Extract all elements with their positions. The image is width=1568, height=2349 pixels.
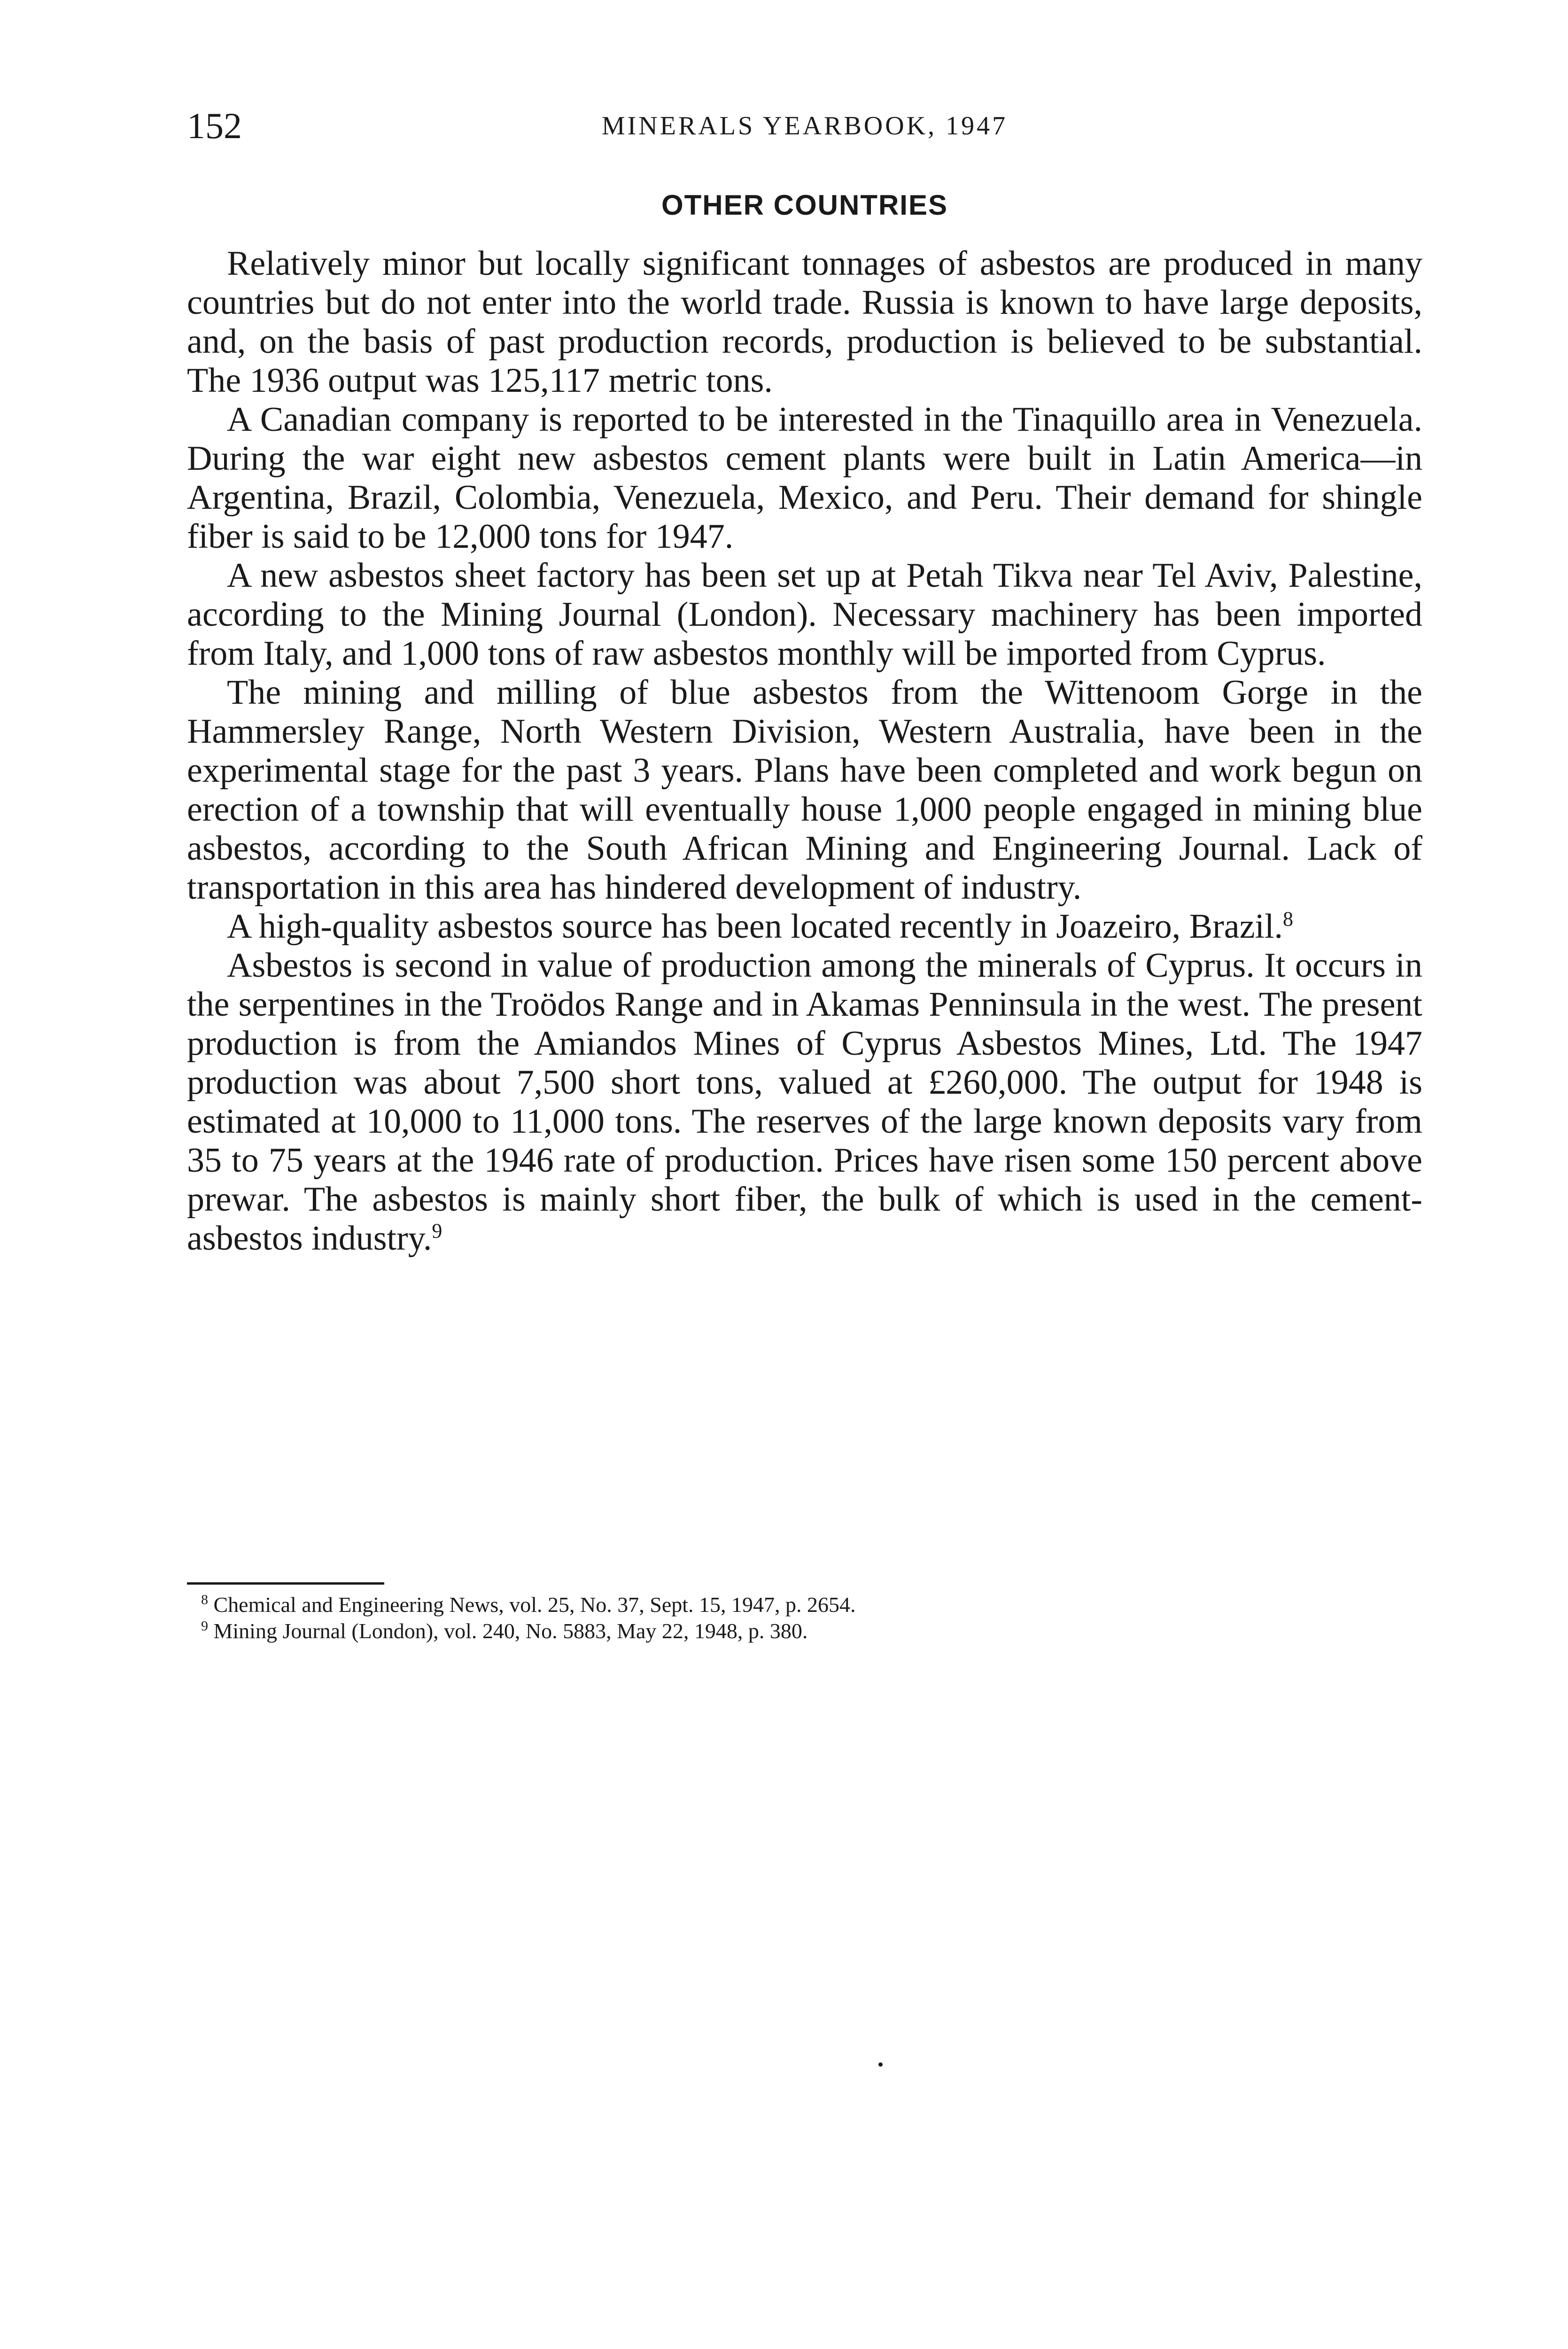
footnote-ref-8: 8 <box>1283 907 1294 931</box>
footnote-rule <box>187 1582 384 1585</box>
paragraph-text: Relatively minor but locally significant tonnages of asbestos are produced in many countries but do not enter into the world trade. Russia is known to have large deposits, and, on the basis of past production records, production is believed to be substantial. The 1936 output was 125,117 metric tons. <box>187 244 1422 400</box>
paragraph-russia <box>187 244 1422 400</box>
paragraph-text: A Canadian company is reported to be interested in the Tinaquillo area in Venezuela. During the war eight new asbestos cement plants were built in Latin America—in Argentina, Brazil, Colombia, Venezuela, Mexico, and Peru. Their demand for shingle fiber is said to be 12,000 tons for 1947. <box>187 400 1422 556</box>
paragraph-venezuela <box>187 400 1422 556</box>
footnotes <box>187 1592 1422 1644</box>
section-heading: OTHER COUNTRIES <box>661 189 948 221</box>
paragraph-text: A high-quality asbestos source has been located recently in Joazeiro, Brazil. <box>227 907 1283 946</box>
footnote-ref-9: 9 <box>432 1219 442 1243</box>
paragraph-cyprus <box>187 946 1422 1258</box>
footnote-text: Mining Journal (London), vol. 240, No. 5883, May 22, 1948, p. 380. <box>213 1619 808 1643</box>
running-title: MINERALS YEARBOOK, 1947 <box>601 111 1008 140</box>
footnote-text: Chemical and Engineering News, vol. 25, No. 37, Sept. 15, 1947, p. 2654. <box>213 1593 856 1617</box>
footnote-marker: 8 <box>201 1592 208 1608</box>
body-text <box>187 244 1422 1258</box>
footnote-marker: 9 <box>201 1618 208 1634</box>
print-speck <box>878 2062 883 2067</box>
running-head <box>187 102 1422 149</box>
footnote-9 <box>187 1618 1422 1644</box>
paragraph-australia <box>187 673 1422 907</box>
paragraph-brazil <box>187 907 1422 946</box>
paragraph-text: A new asbestos sheet factory has been set up at Petah Tikva near Tel Aviv, Palestine, according to the Mining Journal (London). Necessary machinery has been imported from Italy, and 1,000 tons of raw asbestos monthly will be imported from Cyprus. <box>187 556 1422 673</box>
paragraph-text: The mining and milling of blue asbestos from the Wittenoom Gorge in the Hammersley Range, North Western Division, Western Australia, have been in the experimental stage for the past 3 years. Plans have been completed and work begun on erection of a township that will eventually house 1,000 people engaged in mining blue asbestos, according to the South African Mining and Engineering Journal. Lack of transportation in this area has hindered development of industry. <box>187 673 1422 907</box>
paragraph-palestine <box>187 556 1422 673</box>
page-number: 152 <box>187 105 242 146</box>
paragraph-text: Asbestos is second in value of production among the minerals of Cyprus. It occurs in the serpentines in the Troödos Range and in Akamas Penninsula in the west. The present production is from the Amiandos Mines of Cyprus Asbestos Mines, Ltd. The 1947 production was about 7,500 short tons, valued at £260,000. The output for 1948 is estimated at 10,000 to 11,000 tons. The reserves of the large known deposits vary from 35 to 75 years at the 1946 rate of production. Prices have risen some 150 percent above prewar. The asbestos is mainly short fiber, the bulk of which is used in the cement-asbestos industry. <box>187 946 1422 1258</box>
footnote-8 <box>187 1592 1422 1618</box>
